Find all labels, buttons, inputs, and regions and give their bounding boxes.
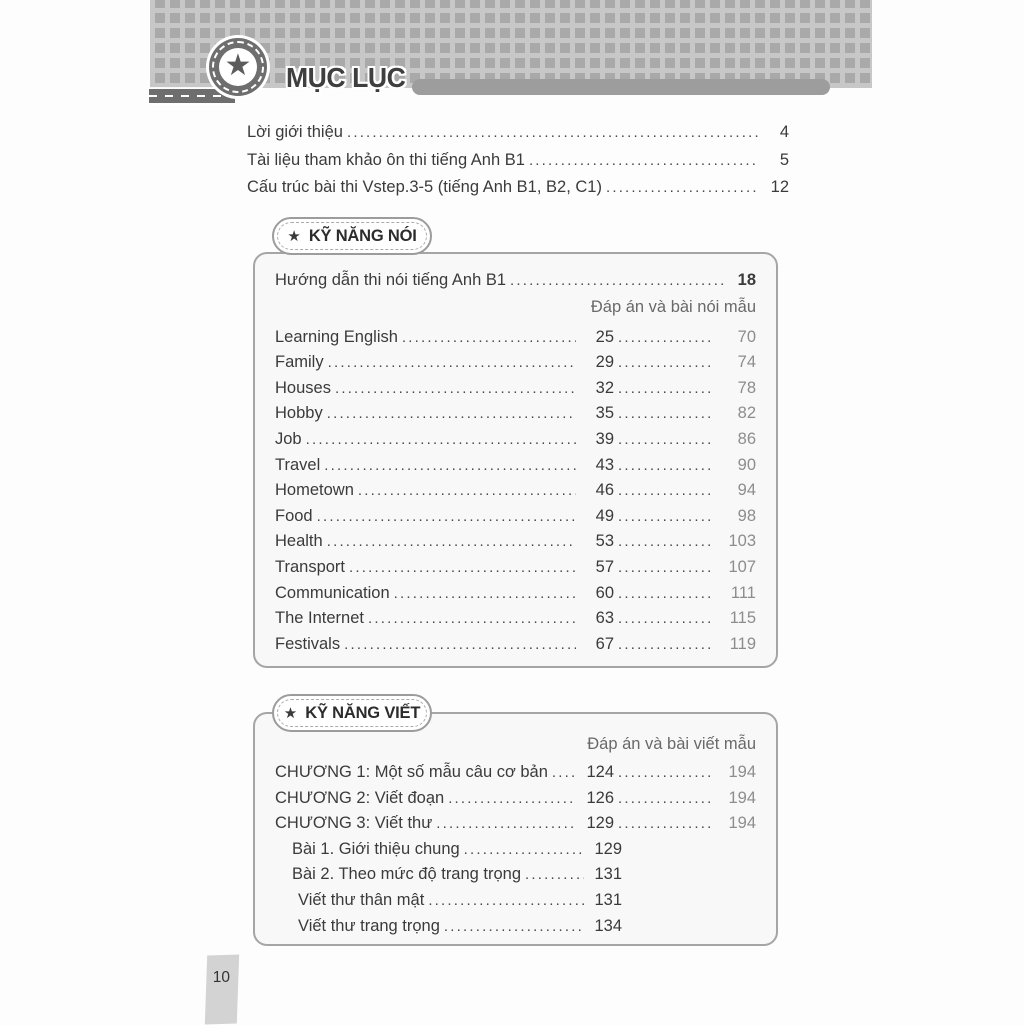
chapter-entry [275,760,756,786]
dot-leader [436,811,576,837]
toc-intro-list [247,119,789,202]
star-road-badge [209,38,267,96]
entry-label: Viết thư thân mật [298,890,425,909]
toc-entry [247,119,789,147]
dot-leader [349,555,576,581]
answer-page-number: 107 [728,557,756,576]
speaking-panel [253,252,778,668]
entry-label: Hometown [275,481,354,500]
dot-leader [394,581,576,607]
topic-entry [275,427,756,453]
answer-page-number: 98 [737,506,756,525]
page-number: 32 [595,378,614,397]
dot-leader [618,325,714,351]
topic-entry [275,581,756,607]
page-number: 124 [586,763,614,781]
topic-entry [275,606,756,632]
page-number: 53 [595,532,614,551]
topic-entry [275,401,756,427]
page-tab [205,954,239,1024]
topic-entry [275,504,756,530]
dot-leader [368,606,576,632]
topic-entry [275,529,756,555]
entry-label: Viết thư trang trọng [298,916,440,935]
chapter-entry [275,786,756,812]
dot-leader [448,786,576,812]
answer-page-number: 115 [729,609,756,628]
page-number: 60 [595,583,614,602]
entry-label: CHƯƠNG 3: Viết thư [275,814,433,833]
dot-leader [306,427,576,453]
answer-page-number: 74 [737,353,756,372]
star-badge-inner [219,48,257,86]
entry-label: Health [275,532,323,551]
entry-label: The Internet [275,609,364,628]
entry-label: CHƯƠNG 2: Viết đoạn [275,788,445,807]
page-number: 5 [779,150,789,169]
answer-page-number: 70 [737,327,756,346]
entry-label: Hobby [275,404,323,423]
topic-entry [275,632,756,658]
answer-page-number: 103 [728,532,756,551]
page-number: 29 [595,353,614,372]
dot-leader [402,325,576,351]
entry-label: Hướng dẫn thi nói tiếng Anh B1 [275,271,507,289]
answer-page-number: 82 [737,404,756,423]
star-icon: ★ [224,49,252,82]
dot-leader [317,504,576,530]
dot-leader [327,529,576,555]
entry-label: Learning English [275,327,398,346]
dot-leader [618,350,714,376]
topic-entry [275,478,756,504]
guide-entry [275,268,756,294]
dot-leader [618,555,714,581]
dot-leader [344,632,576,658]
answer-page-number: 90 [737,455,756,474]
entry-label: Tài liệu tham khảo ôn thi tiếng Anh B1 [247,150,525,169]
answer-page-number: 86 [737,429,756,448]
entry-label: Bài 2. Theo mức độ trang trọng [292,865,522,884]
chapter-entry [275,811,756,837]
answer-page-number: 194 [728,788,756,807]
dot-leader [618,786,714,812]
dot-leader [428,888,584,914]
page-number: 4 [779,123,789,141]
dot-leader [525,862,584,888]
answer-page-number: 78 [737,378,756,397]
page-number: 131 [594,865,622,884]
dot-leader [618,453,714,479]
lesson-entry [275,888,756,914]
dot-leader [529,147,759,175]
topic-entry [275,325,756,351]
dot-leader [464,837,584,863]
dot-leader [335,376,576,402]
lesson-entry [275,914,756,940]
writing-badge-label: KỸ NĂNG VIẾT [305,703,421,722]
dot-leader [510,268,726,294]
entry-label: Job [275,429,302,448]
page-number: 39 [595,429,614,448]
dot-leader [606,174,759,202]
dot-leader [347,119,759,147]
dot-leader [618,478,714,504]
header-rule-bar [412,79,830,95]
toc-entry [247,174,789,202]
page-number: 18 [737,271,756,289]
dot-leader [444,914,584,940]
answers-note: Đáp án và bài viết mẫu [587,735,756,753]
dot-leader [618,760,714,786]
lesson-entry [275,837,756,863]
entry-label: Travel [275,455,321,474]
answer-page-number: 119 [729,634,756,653]
page-number: 67 [595,634,614,653]
topic-entry [275,350,756,376]
topic-entry [275,555,756,581]
topic-entry [275,376,756,402]
dot-leader [328,350,576,376]
lesson-entry [275,862,756,888]
dot-leader [618,504,714,530]
dot-leader [618,427,714,453]
entry-label: Houses [275,378,331,397]
answer-page-number: 194 [728,763,756,781]
page-number: 126 [586,788,614,807]
dot-leader [552,760,576,786]
entry-label: Bài 1. Giới thiệu chung [292,839,460,858]
star-icon: ★ [283,704,298,722]
dot-leader [618,811,714,837]
entry-label: Cấu trúc bài thi Vstep.3-5 (tiếng Anh B1, B2, C1) [247,178,602,197]
entry-label: Festivals [275,634,341,653]
star-icon: ★ [287,227,301,245]
dot-leader [324,453,576,479]
page-number-tab: 10 [213,969,231,987]
toc-entry [247,147,789,175]
entry-label: Family [275,353,324,372]
page-number: 134 [594,916,622,935]
answers-note: Đáp án và bài nói mẫu [590,297,756,316]
dot-leader [618,606,714,632]
page-title: MỤC LỤC [286,62,406,93]
answer-page-number: 94 [737,481,756,500]
dot-leader [327,401,576,427]
page-number: 25 [595,327,614,346]
page-number: 131 [594,890,622,909]
answer-page-number: 111 [730,583,756,602]
entry-label: Food [275,506,313,525]
dot-leader [618,581,714,607]
page-number: 43 [595,455,614,474]
entry-label: Lời giới thiệu [247,123,343,141]
writing-panel [253,712,778,946]
dot-leader [618,401,714,427]
page-number: 57 [595,557,614,576]
topic-entry [275,453,756,479]
page-number: 35 [595,404,614,423]
entry-label: Communication [275,583,390,602]
dot-leader [618,632,714,658]
entry-label: Transport [275,557,345,576]
speaking-badge-label: KỸ NĂNG NÓI [308,226,417,245]
speaking-section-badge [272,217,432,255]
page-number: 12 [770,178,789,197]
answer-page-number: 194 [728,814,756,833]
entry-label: CHƯƠNG 1: Một số mẫu câu cơ bản [275,763,548,781]
dot-leader [358,478,576,504]
page-number: 46 [595,481,614,500]
dot-leader [618,529,714,555]
page-number: 129 [594,839,622,858]
page-number: 49 [595,506,614,525]
dot-leader [618,376,714,402]
writing-section-badge [272,694,432,732]
page-number: 63 [595,609,614,628]
page-number: 129 [586,814,614,833]
